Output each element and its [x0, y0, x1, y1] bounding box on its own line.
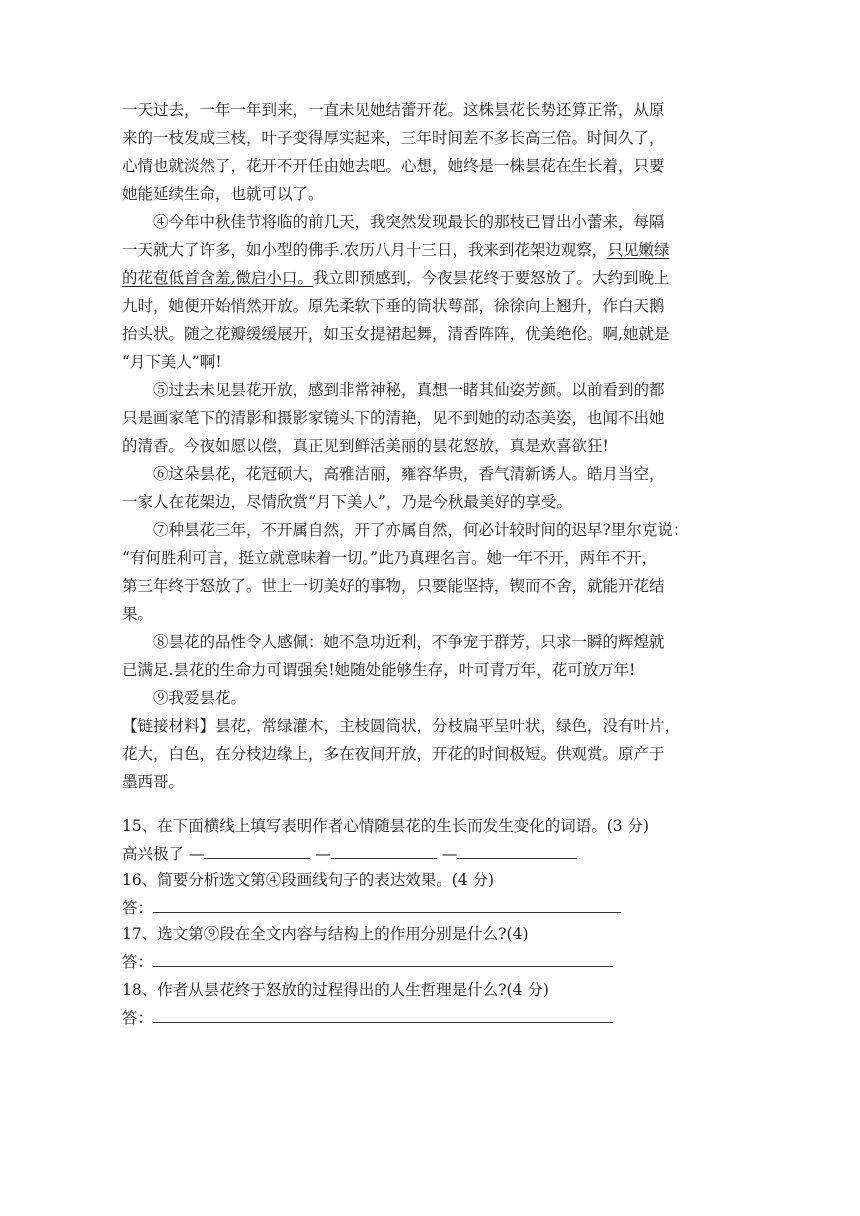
- p8-line-1: ⑧昙花的品性令人感佩：她不急功近利，不争宠于群芳，只求一瞬的辉煌就: [153, 633, 665, 651]
- answer-label: 答：: [122, 1009, 154, 1027]
- p3-line-2: 来的一枝发成三枝，叶子变得厚实起来，三年时间差不多长高三倍。时间久了，: [122, 129, 665, 147]
- p3-line-4: 她能延续生命，也就可以了。: [122, 185, 324, 203]
- p7-line-4: 果。: [122, 605, 154, 623]
- p5-line-1: ⑤过去未见昙花开放，感到非常神秘，真想一睹其仙姿芳颜。以前看到的都: [153, 381, 665, 399]
- q15-blank-1[interactable]: [204, 840, 310, 859]
- dash: —: [441, 845, 458, 863]
- link-material-line-3: 墨西哥。: [122, 773, 185, 791]
- underlined-sentence-part1: 只见嫩绿: [607, 241, 670, 259]
- q15-answer-row: [122, 840, 577, 868]
- q15-start-word: 高兴极了: [122, 845, 185, 863]
- p8-line-2: 已满足.昙花的生命力可谓强矣!她随处能够生存，叶可青万年，花可放万年!: [122, 661, 636, 679]
- p7-line-3: 第三年终于怒放了。世上一切美好的事物，只要能坚持，锲而不舍，就能开花结: [122, 577, 665, 595]
- q18-answer-line[interactable]: [153, 1004, 613, 1023]
- p4-line-3-text: 我立即预感到，今夜昙花终于要怒放了。大约到晚上: [312, 269, 670, 287]
- q18-answer-row: [122, 1004, 613, 1032]
- p5-line-3: 的清香。今夜如愿以偿，真正见到鲜活美丽的昙花怒放，真是欢喜欲狂!: [122, 437, 609, 455]
- answer-label: 答：: [122, 953, 154, 971]
- p7-line-1: ⑦种昙花三年，不开属自然，开了亦属自然，何必计较时间的迟早?里尔克说：: [153, 521, 689, 539]
- q16-answer-row: [122, 894, 621, 922]
- p9-line: ⑨我爱昙花。: [153, 689, 247, 707]
- question-18: 18、作者从昙花终于怒放的过程得出的人生哲理是什么?(4 分): [122, 981, 549, 999]
- p4-line-2: [122, 236, 669, 264]
- dash: —: [188, 845, 205, 863]
- p4-line-2-text: 一天就大了许多，如小型的佛手.农历八月十三日，我来到花架边观察，: [122, 241, 608, 259]
- p6-line-2: 一家人在花架边，尽情欣赏“月下美人”，乃是今秋最美好的享受。: [122, 493, 572, 511]
- q15-blank-2[interactable]: [331, 840, 437, 859]
- link-material-line-1: 【链接材料】昙花，常绿灌木，主枝圆筒状，分枝扁平呈叶状，绿色，没有叶片，: [122, 717, 681, 735]
- dash: —: [315, 845, 331, 863]
- p4-line-1: ④今年中秋佳节将临的前几天，我突然发现最长的那枝已冒出小蕾来，每隔: [153, 213, 665, 231]
- p4-line-6: “月下美人”啊!: [122, 353, 222, 371]
- question-16: 16、简要分析选文第④段画线句子的表达效果。(4 分): [122, 871, 495, 889]
- p6-line-1: ⑥这朵昙花，花冠硕大，高雅洁丽，雍容华贵，香气清新诱人。皓月当空，: [153, 465, 665, 483]
- q16-answer-line[interactable]: [153, 894, 621, 913]
- question-15: 15、在下面横线上填写表明作者心情随昙花的生长而发生变化的词语。(3 分): [122, 817, 650, 835]
- q17-answer-row: [122, 948, 613, 976]
- p7-line-2: “有何胜利可言，挺立就意味着一切。”此乃真理名言。她一年不开，两年不开，: [122, 549, 658, 567]
- link-material-line-2: 花大，白色，在分枝边缘上，多在夜间开放，开花的时间极短。供观赏。原产于: [122, 745, 665, 763]
- underlined-sentence-part2: 的花苞低首含羞,微启小口。: [122, 269, 313, 287]
- p5-line-2: 只是画家笔下的清影和摄影家镜头下的清艳，见不到她的动态美姿，也闻不出她: [122, 409, 665, 427]
- answer-label: 答：: [122, 899, 154, 917]
- question-17: 17、选文第⑨段在全文内容与结构上的作用分别是什么?(4): [122, 925, 529, 943]
- p4-line-4: 九时，她便开始悄然开放。原先柔软下垂的筒状萼部，徐徐向上翘升，作白天鹅: [122, 297, 665, 315]
- q17-answer-line[interactable]: [153, 948, 613, 967]
- p4-line-3: [122, 264, 669, 292]
- q15-blank-3[interactable]: [457, 840, 577, 859]
- p3-line-3: 心情也就淡然了，花开不开任由她去吧。心想，她终是一株昙花在生长着，只要: [122, 157, 665, 175]
- p4-line-5: 抬头状。随之花瓣缓缓展开，如玉女提裙起舞，清香阵阵，优美绝伦。啊,她就是: [122, 325, 670, 343]
- p3-line-1: 一天过去，一年一年到来，一直未见她结蕾开花。这株昙花长势还算正常，从原: [122, 101, 665, 119]
